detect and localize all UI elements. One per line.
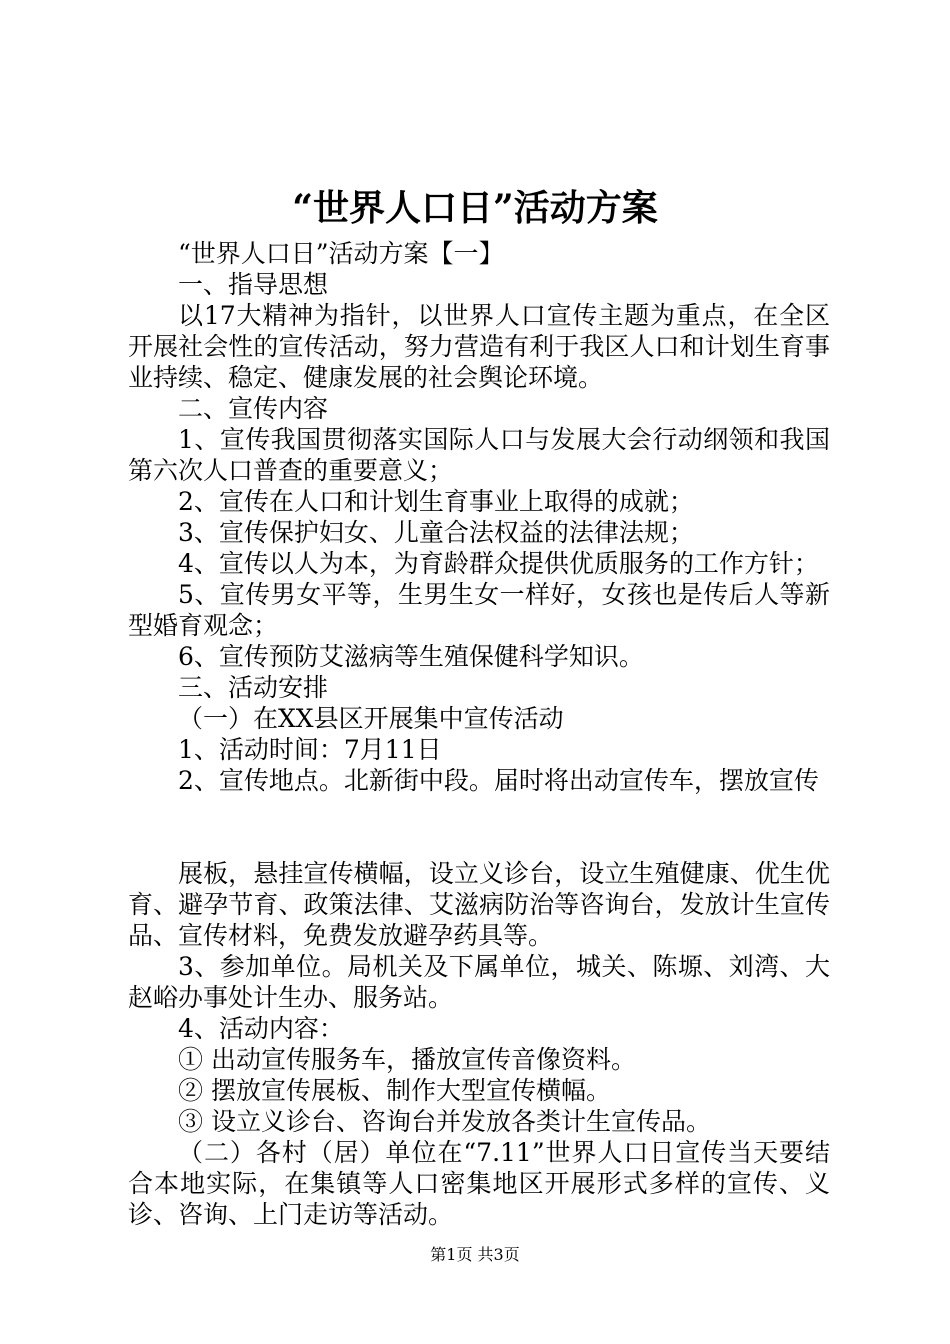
- list-item-participants: 3、参加单位。局机关及下属单位，城关、陈塬、刘湾、大赵峪办事处计生办、服务站。: [128, 952, 830, 1012]
- paragraph-gap: [128, 796, 830, 858]
- heading-activity-arrangement: 三、活动安排: [178, 673, 329, 702]
- list-item-activity-time: 1、活动时间：7月11日: [178, 735, 442, 764]
- list-item-circled-1: ① 出动宣传服务车，播放宣传音像资料。: [178, 1045, 636, 1074]
- subheading-county-activity: （一）在XX县区开展集中宣传活动: [178, 704, 564, 733]
- list-item-content-3: 3、宣传保护妇女、儿童合法权益的法律法规；: [178, 518, 694, 547]
- heading-guiding-ideology: 一、指导思想: [178, 270, 329, 299]
- list-item-activity-location: 2、宣传地点。北新街中段。届时将出动宣传车，摆放宣传: [178, 766, 819, 795]
- paragraph-location-continued: 展板，悬挂宣传横幅，设立义诊台，设立生殖健康、优生优育、避孕节育、政策法律、艾滋病防治等咨询台，发放计生宣传品、宣传材料，免费发放避孕药具等。: [128, 859, 830, 950]
- subheading-village-activity: （二）各村（居）单位在“7.11”世界人口日宣传当天要结合本地实际，在集镇等人口密集地区开展形式多样的宣传、义诊、咨询、上门走访等活动。: [128, 1138, 830, 1229]
- list-item-circled-3: ③ 设立义诊台、咨询台并发放各类计生宣传品。: [178, 1107, 711, 1136]
- heading-publicity-content: 二、宣传内容: [178, 394, 329, 423]
- list-item-content-4: 4、宣传以人为本，为育龄群众提供优质服务的工作方针；: [178, 549, 819, 578]
- list-item-content-1: 1、宣传我国贯彻落实国际人口与发展大会行动纲领和我国第六次人口普查的重要意义；: [128, 425, 830, 485]
- paragraph-guiding-ideology: 以17大精神为指针，以世界人口宣传主题为重点，在全区开展社会性的宣传活动，努力营造有利于我区人口和计划生育事业持续、稳定、健康发展的社会舆论环境。: [128, 301, 830, 392]
- paragraph-subtitle: “世界人口日”活动方案【一】: [178, 239, 504, 268]
- page-footer: 第1页 共3页: [430, 1245, 520, 1264]
- document-title: “世界人口日”活动方案: [292, 187, 658, 229]
- list-item-content-2: 2、宣传在人口和计划生育事业上取得的成就；: [178, 487, 694, 516]
- list-item-content-5: 5、宣传男女平等，生男生女一样好，女孩也是传后人等新型婚育观念；: [128, 580, 830, 640]
- document-body: [128, 238, 830, 1230]
- list-item-content-6: 6、宣传预防艾滋病等生殖保健科学知识。: [178, 642, 644, 671]
- list-item-activity-content: 4、活动内容：: [178, 1014, 344, 1043]
- list-item-circled-2: ② 摆放宣传展板、制作大型宣传横幅。: [178, 1076, 611, 1105]
